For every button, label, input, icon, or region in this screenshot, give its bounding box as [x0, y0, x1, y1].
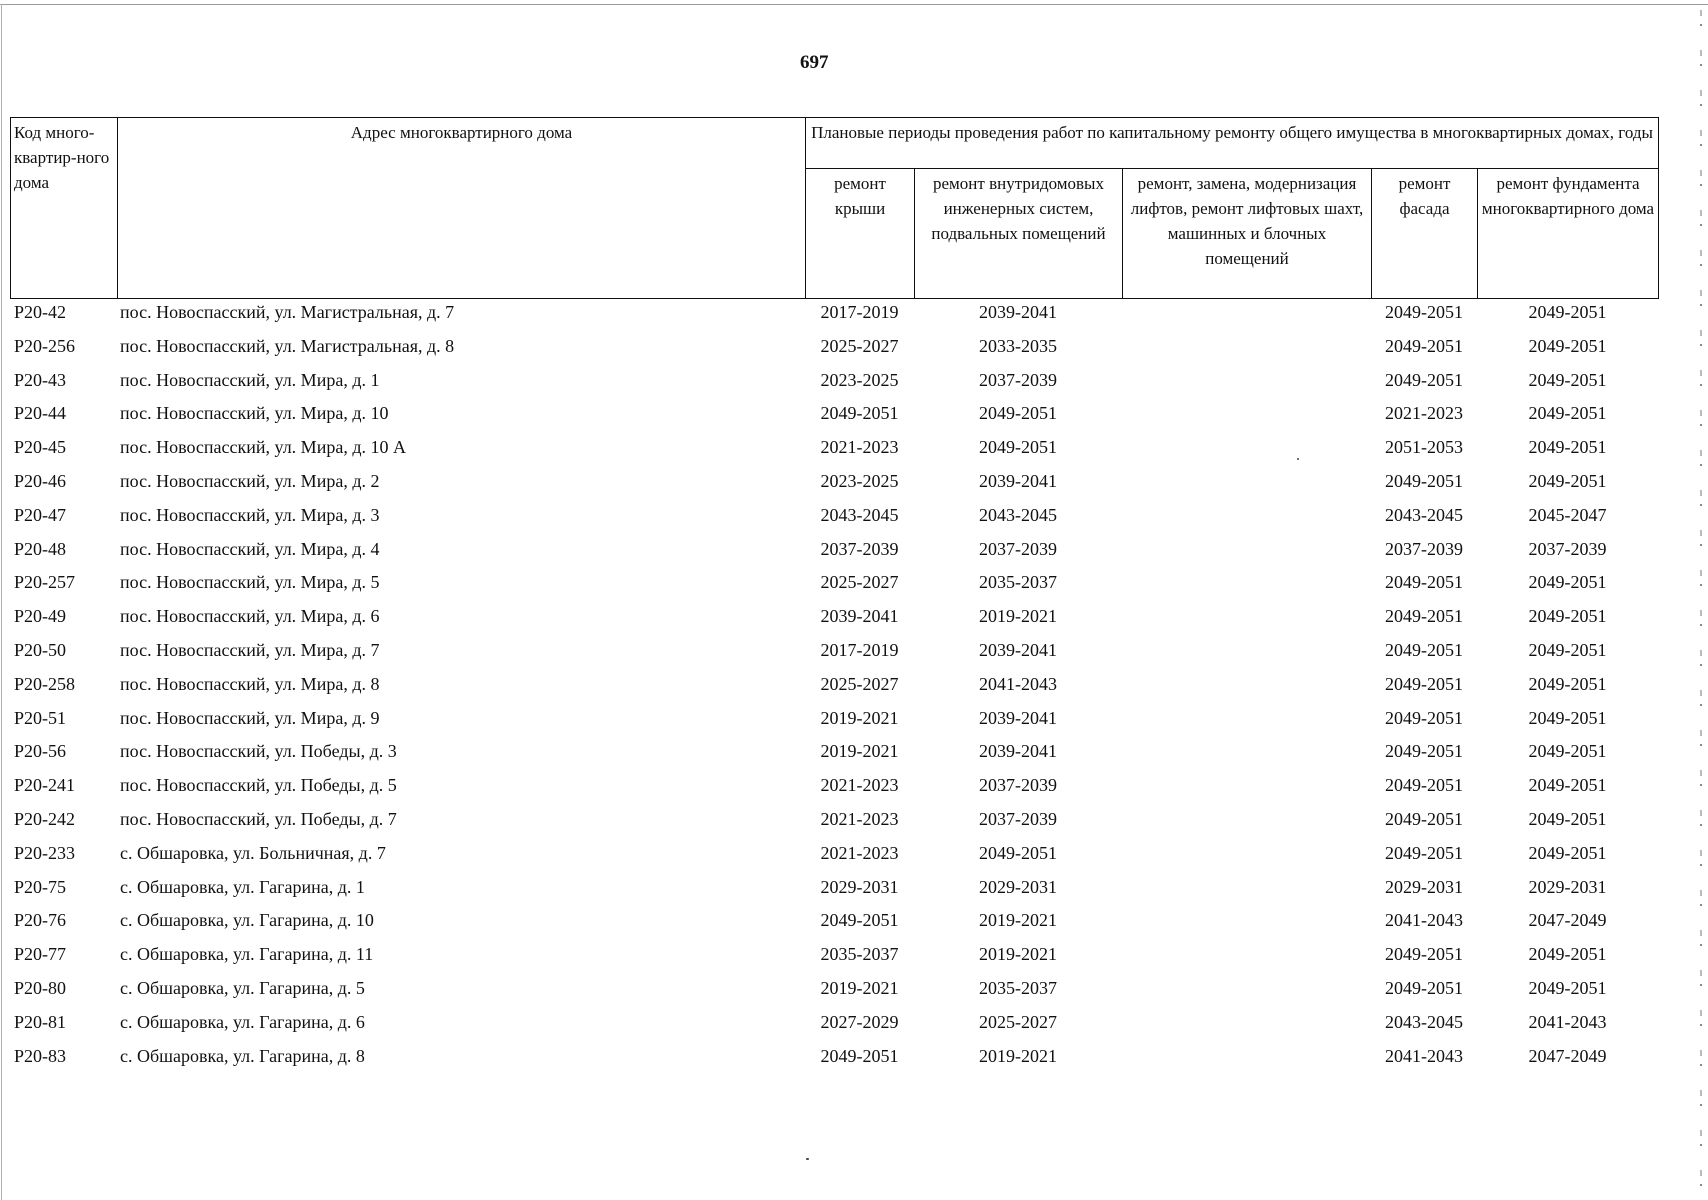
- row-lifts-period: [1122, 437, 1371, 471]
- row-code: Р20-81: [14, 1011, 67, 1032]
- row-lifts-period: [1122, 674, 1371, 708]
- row-foundation-period: 2049-2051: [1528, 741, 1607, 762]
- row-facade-period: 2049-2051: [1385, 944, 1463, 965]
- row-address: пос. Новоспасский, ул. Мира, д. 4: [120, 538, 380, 559]
- row-roof-period: 2019-2021: [820, 707, 899, 728]
- row-facade-period: 2049-2051: [1385, 302, 1463, 322]
- row-foundation-period: 2049-2051: [1528, 302, 1607, 322]
- row-facade-period: 2021-2023: [1385, 403, 1463, 424]
- header-roof: ремонт крыши: [806, 169, 915, 299]
- row-code: Р20-233: [14, 842, 76, 863]
- row-lifts-period: [1122, 370, 1371, 404]
- row-systems-period: 2019-2021: [979, 1045, 1057, 1066]
- row-foundation-period: 2049-2051: [1528, 437, 1607, 458]
- row-address: пос. Новоспасский, ул. Магистральная, д. 7: [120, 302, 455, 322]
- row-code: Р20-256: [14, 335, 76, 356]
- row-address: с. Обшаровка, ул. Гагарина, д. 11: [120, 944, 374, 965]
- row-code: Р20-51: [14, 707, 67, 728]
- row-lifts-period: [1122, 708, 1371, 742]
- row-facade-period: 2049-2051: [1385, 842, 1463, 863]
- row-code: Р20-47: [14, 504, 67, 525]
- row-foundation-period: 2049-2051: [1528, 944, 1607, 965]
- row-roof-period: 2025-2027: [820, 572, 899, 593]
- row-foundation-period: 2047-2049: [1528, 1045, 1607, 1066]
- table-row: [10, 539, 1658, 573]
- row-foundation-period: 2049-2051: [1528, 335, 1607, 356]
- row-address: пос. Новоспасский, ул. Мира, д. 10 А: [120, 437, 406, 458]
- row-systems-period: 2019-2021: [979, 910, 1057, 931]
- row-roof-period: 2037-2039: [820, 538, 899, 559]
- row-code: Р20-50: [14, 639, 67, 660]
- row-lifts-period: [1122, 978, 1371, 1012]
- row-roof-period: 2049-2051: [820, 403, 899, 424]
- row-roof-period: 2049-2051: [820, 910, 899, 931]
- table-row: [10, 606, 1658, 640]
- row-lifts-period: [1122, 640, 1371, 674]
- data-table: [10, 302, 1658, 1079]
- row-roof-period: 2017-2019: [820, 639, 899, 660]
- table-row: [10, 471, 1658, 505]
- table-row: [10, 403, 1658, 437]
- row-lifts-period: [1122, 741, 1371, 775]
- row-address: пос. Новоспасский, ул. Победы, д. 3: [120, 741, 397, 762]
- row-foundation-period: 2049-2051: [1528, 403, 1607, 424]
- table-row: [10, 978, 1658, 1012]
- row-facade-period: 2041-2043: [1385, 1045, 1463, 1066]
- scan-right-edge: [1700, 10, 1702, 1190]
- row-facade-period: 2049-2051: [1385, 741, 1463, 762]
- table-row: [10, 370, 1658, 404]
- row-lifts-period: [1122, 539, 1371, 573]
- row-address: пос. Новоспасский, ул. Победы, д. 7: [120, 808, 397, 829]
- row-systems-period: 2037-2039: [979, 538, 1057, 559]
- row-roof-period: 2025-2027: [820, 335, 899, 356]
- row-systems-period: 2041-2043: [979, 673, 1057, 694]
- header-code: Код много-квартир-ного дома: [11, 118, 118, 299]
- row-systems-period: 2029-2031: [979, 876, 1057, 897]
- row-address: пос. Новоспасский, ул. Мира, д. 3: [120, 504, 380, 525]
- row-roof-period: 2017-2019: [820, 302, 899, 322]
- row-foundation-period: 2049-2051: [1528, 977, 1607, 998]
- row-foundation-period: 2049-2051: [1528, 808, 1607, 829]
- row-systems-period: 2039-2041: [979, 470, 1057, 491]
- row-code: Р20-46: [14, 470, 67, 491]
- row-foundation-period: 2045-2047: [1528, 504, 1607, 525]
- header-address: Адрес многоквартирного дома: [118, 118, 806, 299]
- row-foundation-period: 2049-2051: [1528, 639, 1607, 660]
- row-systems-period: 2037-2039: [979, 808, 1057, 829]
- row-lifts-period: [1122, 471, 1371, 505]
- row-lifts-period: [1122, 775, 1371, 809]
- row-systems-period: 2039-2041: [979, 639, 1057, 660]
- header-facade: ремонт фасада: [1372, 169, 1478, 299]
- table-row: [10, 674, 1658, 708]
- row-facade-period: 2049-2051: [1385, 335, 1463, 356]
- row-facade-period: 2049-2051: [1385, 977, 1463, 998]
- row-lifts-period: [1122, 877, 1371, 911]
- row-roof-period: 2019-2021: [820, 977, 899, 998]
- row-address: пос. Новоспасский, ул. Мира, д. 2: [120, 470, 380, 491]
- row-lifts-period: [1122, 403, 1371, 437]
- row-code: Р20-44: [14, 403, 67, 424]
- table-row: [10, 775, 1658, 809]
- row-code: Р20-42: [14, 302, 67, 322]
- row-address: с. Обшаровка, ул. Гагарина, д. 5: [120, 977, 365, 998]
- row-systems-period: 2019-2021: [979, 944, 1057, 965]
- row-lifts-period: [1122, 1046, 1371, 1080]
- row-roof-period: 2043-2045: [820, 504, 899, 525]
- row-foundation-period: 2049-2051: [1528, 842, 1607, 863]
- row-roof-period: 2025-2027: [820, 673, 899, 694]
- row-lifts-period: [1122, 944, 1371, 978]
- row-code: Р20-258: [14, 673, 76, 694]
- row-foundation-period: 2037-2039: [1528, 538, 1607, 559]
- row-systems-period: 2049-2051: [979, 403, 1057, 424]
- row-facade-period: 2043-2045: [1385, 1011, 1463, 1032]
- row-address: с. Обшаровка, ул. Гагарина, д. 6: [120, 1011, 365, 1032]
- table-row: [10, 708, 1658, 742]
- row-roof-period: 2019-2021: [820, 741, 899, 762]
- row-code: Р20-56: [14, 741, 67, 762]
- table-body: [10, 302, 1658, 1079]
- table-row: [10, 572, 1658, 606]
- row-roof-period: 2021-2023: [820, 842, 899, 863]
- row-lifts-period: [1122, 910, 1371, 944]
- row-facade-period: 2037-2039: [1385, 538, 1463, 559]
- table-row: [10, 741, 1658, 775]
- row-foundation-period: 2049-2051: [1528, 673, 1607, 694]
- row-systems-period: 2025-2027: [979, 1011, 1057, 1032]
- scan-speck: [1297, 458, 1299, 460]
- row-address: пос. Новоспасский, ул. Победы, д. 5: [120, 775, 397, 796]
- table-row: [10, 843, 1658, 877]
- row-foundation-period: 2049-2051: [1528, 707, 1607, 728]
- row-foundation-period: 2049-2051: [1528, 369, 1607, 390]
- row-code: Р20-48: [14, 538, 67, 559]
- row-lifts-period: [1122, 606, 1371, 640]
- row-facade-period: 2041-2043: [1385, 910, 1463, 931]
- row-code: Р20-45: [14, 437, 67, 458]
- row-foundation-period: 2049-2051: [1528, 470, 1607, 491]
- row-foundation-period: 2029-2031: [1528, 876, 1607, 897]
- row-facade-period: 2049-2051: [1385, 775, 1463, 796]
- row-facade-period: 2029-2031: [1385, 876, 1463, 897]
- table-row: [10, 910, 1658, 944]
- table-row: [10, 640, 1658, 674]
- row-systems-period: 2035-2037: [979, 572, 1057, 593]
- row-facade-period: 2051-2053: [1385, 437, 1463, 458]
- row-roof-period: 2049-2051: [820, 1045, 899, 1066]
- row-roof-period: 2039-2041: [820, 606, 899, 627]
- row-lifts-period: [1122, 505, 1371, 539]
- row-code: Р20-241: [14, 775, 76, 796]
- table-row: [10, 437, 1658, 471]
- row-lifts-period: [1122, 809, 1371, 843]
- row-facade-period: 2049-2051: [1385, 639, 1463, 660]
- row-systems-period: 2019-2021: [979, 606, 1057, 627]
- row-facade-period: 2049-2051: [1385, 572, 1463, 593]
- row-systems-period: 2039-2041: [979, 707, 1057, 728]
- row-foundation-period: 2049-2051: [1528, 606, 1607, 627]
- table-row: [10, 877, 1658, 911]
- row-address: с. Обшаровка, ул. Больничная, д. 7: [120, 842, 386, 863]
- row-code: Р20-257: [14, 572, 76, 593]
- row-facade-period: 2049-2051: [1385, 808, 1463, 829]
- row-systems-period: 2049-2051: [979, 842, 1057, 863]
- row-address: пос. Новоспасский, ул. Мира, д. 5: [120, 572, 380, 593]
- scan-left-border: [1, 4, 2, 1200]
- row-lifts-period: [1122, 302, 1371, 336]
- row-address: с. Обшаровка, ул. Гагарина, д. 8: [120, 1045, 365, 1066]
- row-foundation-period: 2047-2049: [1528, 910, 1607, 931]
- table-row: [10, 1046, 1658, 1080]
- row-lifts-period: [1122, 843, 1371, 877]
- row-systems-period: 2043-2045: [979, 504, 1057, 525]
- scan-speck: [806, 1158, 809, 1160]
- row-lifts-period: [1122, 572, 1371, 606]
- table-row: [10, 944, 1658, 978]
- row-roof-period: 2023-2025: [820, 470, 899, 491]
- row-systems-period: 2039-2041: [979, 741, 1057, 762]
- row-roof-period: 2021-2023: [820, 808, 899, 829]
- row-facade-period: 2049-2051: [1385, 707, 1463, 728]
- row-address: пос. Новоспасский, ул. Мира, д. 8: [120, 673, 380, 694]
- row-roof-period: 2023-2025: [820, 369, 899, 390]
- row-roof-period: 2035-2037: [820, 944, 899, 965]
- row-address: с. Обшаровка, ул. Гагарина, д. 1: [120, 876, 365, 897]
- row-roof-period: 2021-2023: [820, 437, 899, 458]
- row-systems-period: 2033-2035: [979, 335, 1057, 356]
- row-address: пос. Новоспасский, ул. Мира, д. 9: [120, 707, 380, 728]
- row-code: Р20-43: [14, 369, 67, 390]
- table-row: [10, 505, 1658, 539]
- row-roof-period: 2029-2031: [820, 876, 899, 897]
- row-facade-period: 2049-2051: [1385, 606, 1463, 627]
- row-foundation-period: 2041-2043: [1528, 1011, 1607, 1032]
- table-row: [10, 1012, 1658, 1046]
- row-code: Р20-77: [14, 944, 67, 965]
- header-systems: ремонт внутридомовых инженерных систем, подвальных помещений: [915, 169, 1123, 299]
- row-facade-period: 2049-2051: [1385, 673, 1463, 694]
- row-systems-period: 2039-2041: [979, 302, 1057, 322]
- row-foundation-period: 2049-2051: [1528, 572, 1607, 593]
- row-code: Р20-76: [14, 910, 67, 931]
- row-code: Р20-75: [14, 876, 67, 897]
- scan-top-border: [0, 4, 1708, 5]
- row-lifts-period: [1122, 1012, 1371, 1046]
- row-lifts-period: [1122, 336, 1371, 370]
- row-address: пос. Новоспасский, ул. Мира, д. 1: [120, 369, 380, 390]
- row-facade-period: 2049-2051: [1385, 470, 1463, 491]
- header-foundation: ремонт фундамента многоквартирного дома: [1478, 169, 1659, 299]
- row-systems-period: 2035-2037: [979, 977, 1057, 998]
- row-roof-period: 2021-2023: [820, 775, 899, 796]
- table-row: [10, 809, 1658, 843]
- row-address: пос. Новоспасский, ул. Мира, д. 7: [120, 639, 380, 660]
- table-header: [10, 117, 1659, 299]
- row-roof-period: 2027-2029: [820, 1011, 899, 1032]
- row-address: с. Обшаровка, ул. Гагарина, д. 10: [120, 910, 374, 931]
- row-facade-period: 2043-2045: [1385, 504, 1463, 525]
- page-number: 697: [800, 52, 829, 73]
- header-lifts: ремонт, замена, модернизация лифтов, ремонт лифтовых шахт, машинных и блочных помещений: [1123, 169, 1372, 299]
- row-facade-period: 2049-2051: [1385, 369, 1463, 390]
- table-row: [10, 336, 1658, 370]
- row-foundation-period: 2049-2051: [1528, 775, 1607, 796]
- row-address: пос. Новоспасский, ул. Магистральная, д. 8: [120, 335, 455, 356]
- table-row: [10, 302, 1658, 336]
- row-code: Р20-83: [14, 1045, 67, 1066]
- row-systems-period: 2037-2039: [979, 369, 1057, 390]
- header-periods: Плановые периоды проведения работ по капитальному ремонту общего имущества в многоквартирных домах, годы: [806, 118, 1659, 169]
- row-code: Р20-49: [14, 606, 67, 627]
- row-address: пос. Новоспасский, ул. Мира, д. 6: [120, 606, 380, 627]
- row-code: Р20-242: [14, 808, 76, 829]
- row-systems-period: 2037-2039: [979, 775, 1057, 796]
- row-code: Р20-80: [14, 977, 67, 998]
- row-systems-period: 2049-2051: [979, 437, 1057, 458]
- row-address: пос. Новоспасский, ул. Мира, д. 10: [120, 403, 389, 424]
